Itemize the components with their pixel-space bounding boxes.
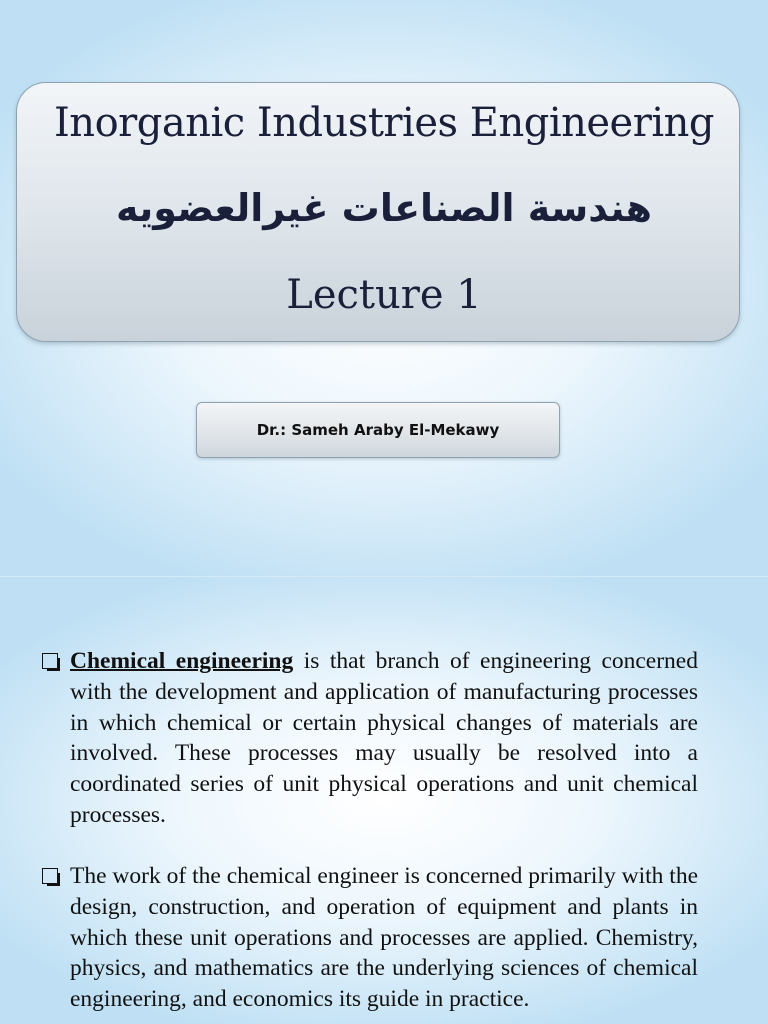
bullet-item xyxy=(42,861,698,1015)
lecture-number: Lecture 1 xyxy=(286,272,482,318)
bullet-item xyxy=(42,646,698,831)
bullet-body: The work of the chemical engineer is concerned primarily with the design, construction, and operation of equipment and plants in which these unit operations and processes are applied. Chemistry, physics, and mathematics are the underlying sciences of chemical engineering, and economics its guide in practice. xyxy=(70,863,698,1013)
author-name: Dr.: Sameh Araby El-Mekawy xyxy=(256,421,500,439)
author-box xyxy=(196,402,560,458)
slide-title-arabic: هندسة الصناعات غيرالعضويه xyxy=(115,186,653,230)
slide-title: Inorganic Industries Engineering xyxy=(54,100,714,146)
checkbox-bullet-icon xyxy=(42,653,58,669)
bullet-body: is that branch of engineering concerned with the development and application of manufacturing processes in which chemical or certain physical changes of materials are involved. These processes may usually be resolved into a coordinated series of unit physical operations and unit chemical processes. xyxy=(70,648,698,828)
bullet-text xyxy=(70,861,698,1015)
bullet-text xyxy=(70,646,698,831)
bullet-term: Chemical engineering xyxy=(70,648,294,674)
checkbox-bullet-icon xyxy=(42,868,58,884)
